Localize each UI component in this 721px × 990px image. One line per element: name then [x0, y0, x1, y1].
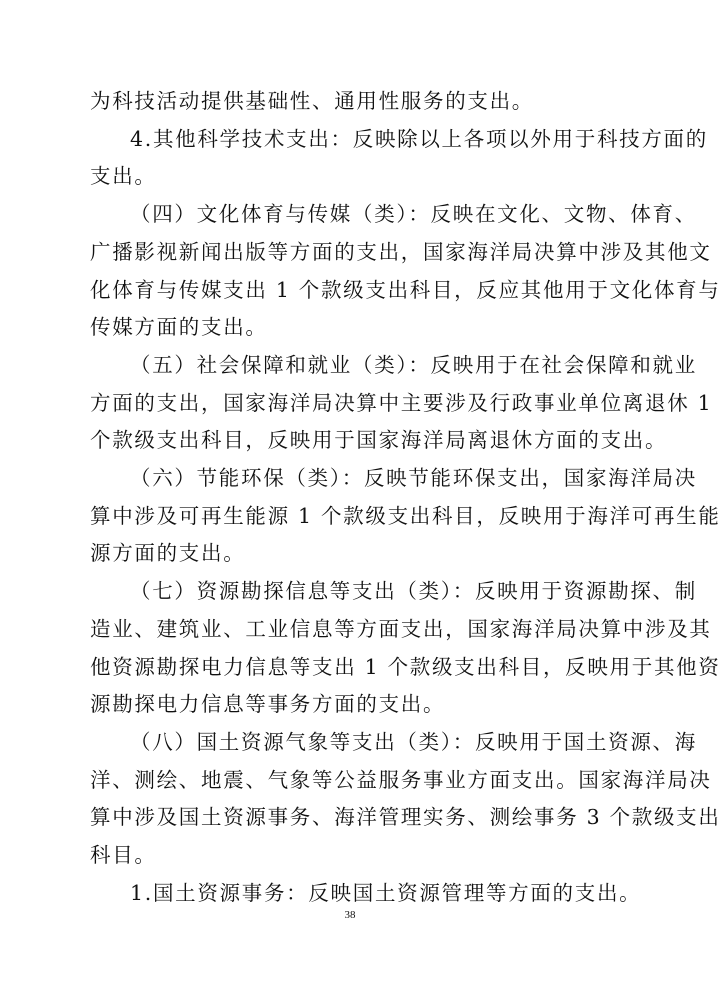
text-line-7: 传媒方面的支出。	[90, 315, 268, 340]
text-line-15: 造业、建筑业、工业信息等方面支出，国家海洋局决算中涉及其	[90, 616, 712, 641]
text-line-21: 科目。	[90, 843, 157, 867]
text-line-1: 为科技活动提供基础性、通用性服务的支出。	[90, 89, 534, 113]
text-line-20: 算中涉及国土资源事务、海洋管理实务、测绘事务 3 个款级支出	[90, 805, 721, 830]
text-line-18: （八）国土资源气象等支出（类）：反映用于国土资源、海	[130, 729, 697, 754]
text-line-22: 1.国土资源事务：反映国土资源管理等方面的支出。	[130, 880, 642, 905]
text-line-8: （五）社会保障和就业（类）：反映用于在社会保障和就业	[130, 352, 697, 377]
text-line-9: 方面的支出，国家海洋局决算中主要涉及行政事业单位离退休 1	[90, 390, 713, 415]
page-number: 38	[344, 909, 356, 921]
text-line-3: 支出。	[90, 164, 157, 189]
text-line-2: 4.其他科学技术支出：反映除以上各项以外用于科技方面的	[130, 126, 708, 151]
text-line-5: 广播影视新闻出版等方面的支出，国家海洋局决算中涉及其他文	[90, 239, 712, 264]
text-line-17: 源勘探电力信息等事务方面的支出。	[90, 692, 446, 717]
text-line-19: 洋、测绘、地震、气象等公益服务事业方面支出。国家海洋局决	[90, 767, 712, 792]
text-line-12: 算中涉及可再生能源 1 个款级支出科目，反映用于海洋可再生能	[90, 503, 721, 528]
text-line-6: 化体育与传媒支出 1 个款级支出科目，反应其他用于文化体育与	[90, 277, 721, 302]
text-line-14: （七）资源勘探信息等支出（类）：反映用于资源勘探、制	[130, 579, 697, 604]
text-line-16: 他资源勘探电力信息等支出 1 个款级支出科目，反映用于其他资	[90, 654, 721, 679]
text-line-4: （四）文化体育与传媒（类）：反映在文化、文物、体育、	[130, 202, 697, 227]
text-line-13: 源方面的支出。	[90, 541, 246, 566]
text-line-11: （六）节能环保（类）：反映节能环保支出，国家海洋局决	[130, 466, 697, 490]
text-line-10: 个款级支出科目，反映用于国家海洋局离退休方面的支出。	[90, 428, 668, 453]
